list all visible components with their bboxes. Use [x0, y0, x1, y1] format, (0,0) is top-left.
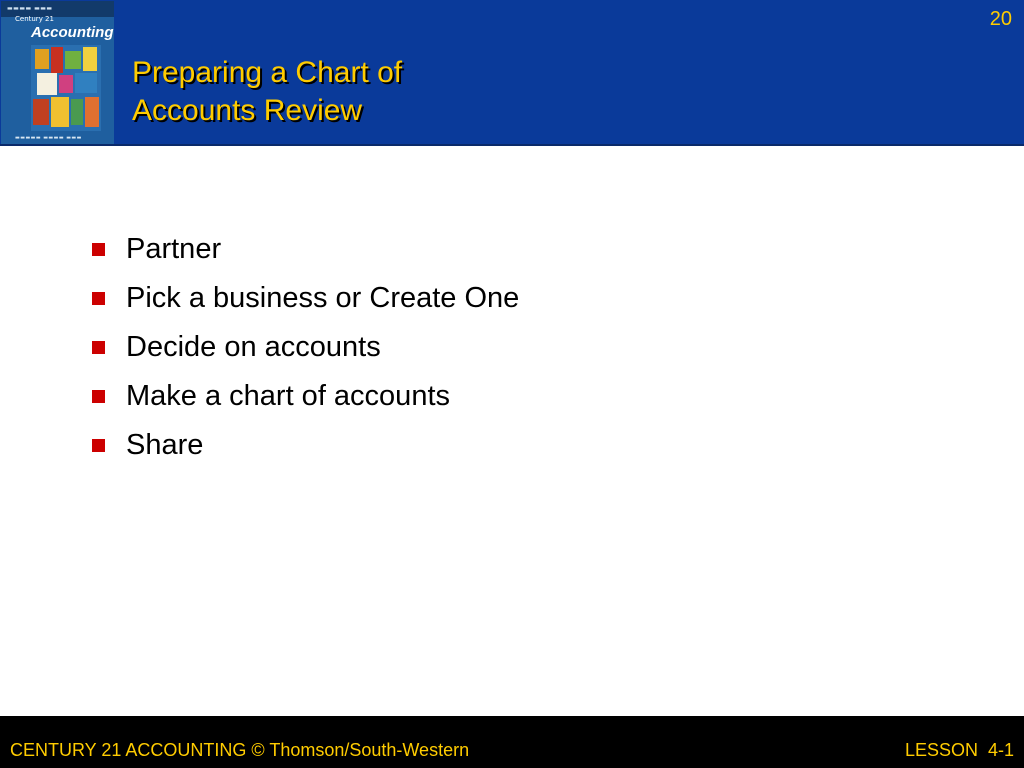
cover-artwork	[31, 45, 101, 131]
square-bullet-icon	[92, 243, 105, 256]
cover-product: Accounting	[31, 24, 114, 41]
bullet-text: Partner	[126, 233, 222, 265]
square-bullet-icon	[92, 341, 105, 354]
footer-lesson: LESSON 4-1	[904, 740, 1014, 760]
cover-brand: Century 21	[15, 15, 54, 23]
bullet-text: Decide on accounts	[126, 331, 381, 363]
cover-series-text: ▬▬▬▬ ▬▬▬	[7, 5, 53, 12]
bullet-text: Share	[126, 429, 204, 461]
slide-title: Preparing a Chart of Accounts Review	[132, 56, 403, 127]
footer-copyright: CENTURY 21 ACCOUNTING © Thomson/South-Western	[10, 740, 470, 760]
list-item	[90, 228, 519, 277]
square-bullet-icon	[92, 439, 105, 452]
bullet-text: Make a chart of accounts	[126, 380, 450, 412]
list-item	[90, 424, 519, 473]
list-item	[90, 375, 519, 424]
footer-band	[0, 716, 1024, 768]
page-number: 20	[989, 8, 1012, 30]
list-item	[90, 277, 519, 326]
bullet-list	[90, 228, 519, 473]
cover-authors: ▬▬▬▬▬ ▬▬▬▬ ▬▬▬	[15, 135, 82, 141]
list-item	[90, 326, 519, 375]
book-cover-image	[1, 1, 114, 144]
square-bullet-icon	[92, 390, 105, 403]
square-bullet-icon	[92, 292, 105, 305]
bullet-text: Pick a business or Create One	[126, 282, 520, 314]
header-band	[0, 0, 1024, 146]
